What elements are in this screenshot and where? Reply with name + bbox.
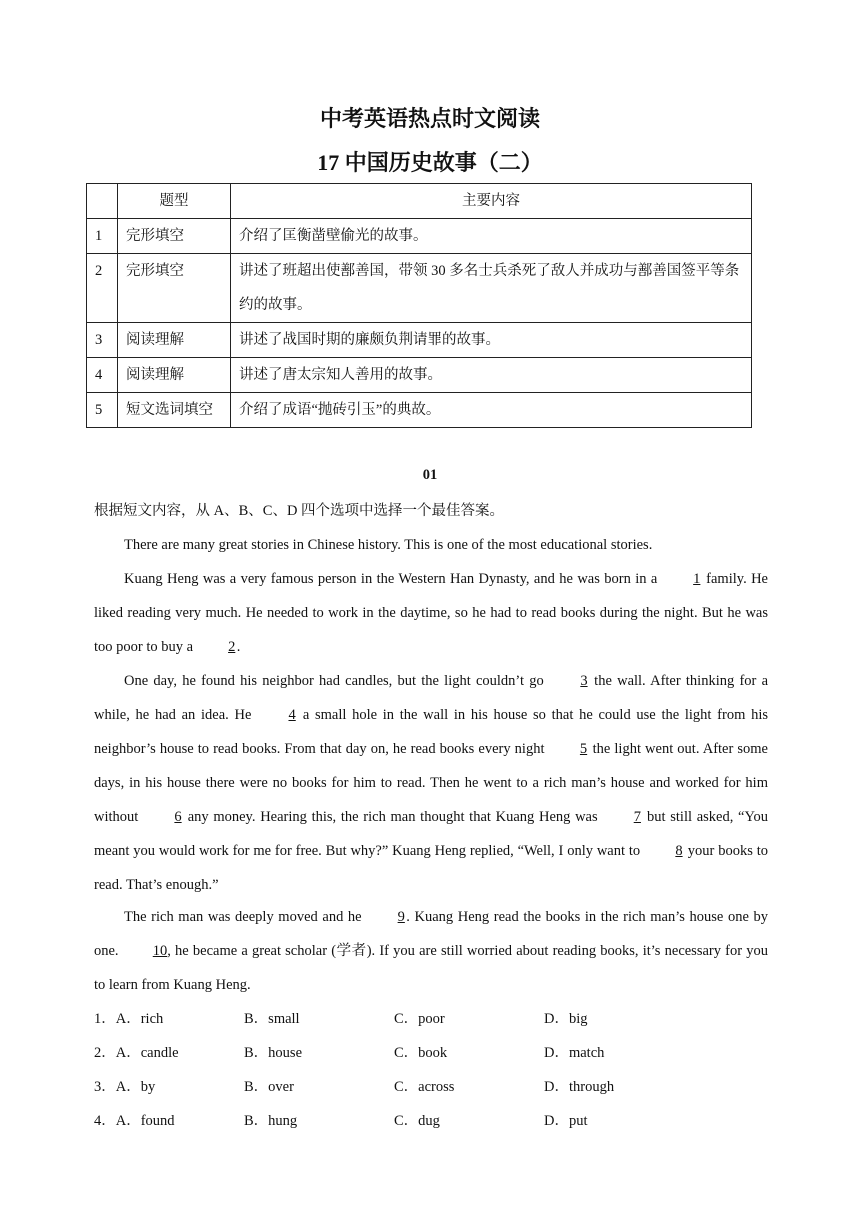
table-cell-type: 完形填空 bbox=[118, 254, 231, 323]
table-cell-type: 阅读理解 bbox=[118, 358, 231, 393]
table-cell-content: 介绍了成语“抛砖引玉”的典故。 bbox=[231, 393, 752, 428]
option-c: C．dug bbox=[394, 1113, 440, 1129]
text-run: . Kuang Heng read the books in the rich man’s house one by one. bbox=[94, 909, 768, 959]
option-c: C．poor bbox=[394, 1011, 445, 1027]
text-run: the wall. After thinking for a while, he had an idea. He bbox=[94, 673, 769, 723]
text-run: , he became a great scholar (学者). If you are still worried about reading books, it’s necessary for you to learn from Kuang Heng. bbox=[94, 943, 769, 993]
table-header-row bbox=[87, 184, 752, 219]
table-cell-type: 阅读理解 bbox=[118, 323, 231, 358]
text-run: . bbox=[236, 639, 241, 655]
table-cell-num: 2 bbox=[87, 254, 118, 323]
option-d: D．put bbox=[544, 1113, 588, 1129]
option-b: B．hung bbox=[244, 1113, 298, 1129]
page-title: 中考英语热点时文阅读 bbox=[319, 106, 540, 131]
table-cell-content: 讲述了班超出使鄯善国，带领 30 多名士兵杀死了敌人并成功与鄯善国签平等条约的故事。 bbox=[231, 254, 752, 323]
table-cell-num: 3 bbox=[87, 323, 118, 358]
blank-4: 4 bbox=[288, 707, 296, 723]
option-row-3 bbox=[94, 1070, 768, 1104]
option-row-4 bbox=[94, 1104, 768, 1138]
option-d: D．through bbox=[544, 1079, 615, 1095]
option-c: C．across bbox=[394, 1079, 455, 1095]
table-cell-content: 讲述了战国时期的廉颇负荆请罪的故事。 bbox=[231, 323, 752, 358]
text-run: the light went out. After some days, in his house there were no books for him to read. Then he went to a rich man’s house and worked for him without bbox=[94, 741, 768, 825]
table-cell-num: 4 bbox=[87, 358, 118, 393]
option-d: D．big bbox=[544, 1011, 588, 1027]
blank-2: 2 bbox=[228, 639, 236, 655]
text-run: The rich man was deeply moved and he bbox=[124, 909, 367, 925]
table-header-cell: 题型 bbox=[118, 184, 231, 219]
option-a: 2．A．candle bbox=[94, 1045, 179, 1061]
blank-10: 10 bbox=[152, 943, 168, 959]
blank-8: 8 bbox=[675, 843, 683, 859]
page-subtitle: 17 中国历史故事（二） bbox=[317, 150, 543, 175]
table-row bbox=[87, 254, 752, 323]
table-row bbox=[87, 323, 752, 358]
text-run: a small hole in the wall in his house so that he could use the light from his neighbor’s house to read books. From that day on, he read books every night bbox=[94, 707, 768, 757]
table-header-cell bbox=[87, 184, 118, 219]
passage-paragraph-4 bbox=[94, 900, 768, 1002]
section-number: 01 bbox=[422, 467, 438, 483]
option-row-2 bbox=[94, 1036, 768, 1070]
text-run: family. He liked reading very much. He needed to work in the daytime, so he had to read books during the night. But he was too poor to buy a bbox=[94, 571, 768, 655]
text-run: any money. Hearing this, the rich man thought that Kuang Heng was bbox=[183, 809, 603, 825]
instruction: 根据短文内容，从 A、B、C、D 四个选项中选择一个最佳答案。 bbox=[94, 503, 505, 519]
option-b: B．small bbox=[244, 1011, 300, 1027]
option-c: C．book bbox=[394, 1045, 448, 1061]
blank-9: 9 bbox=[397, 909, 405, 925]
blank-6: 6 bbox=[174, 809, 182, 825]
blank-7: 7 bbox=[633, 809, 641, 825]
table-cell-type: 完形填空 bbox=[118, 219, 231, 254]
blank-5: 5 bbox=[579, 741, 588, 757]
table-cell-content: 讲述了唐太宗知人善用的故事。 bbox=[231, 358, 752, 393]
option-d: D．match bbox=[544, 1045, 605, 1061]
table-cell-num: 1 bbox=[87, 219, 118, 254]
table-row bbox=[87, 219, 752, 254]
table-cell-type: 短文选词填空 bbox=[118, 393, 231, 428]
option-b: B．house bbox=[244, 1045, 302, 1061]
blank-1: 1 bbox=[693, 571, 701, 587]
text-run: Kuang Heng was a very famous person in the Western Han Dynasty, and he was born in a bbox=[124, 571, 662, 587]
table-row bbox=[87, 393, 752, 428]
table-header-cell: 主要内容 bbox=[231, 184, 752, 219]
summary-table bbox=[86, 183, 752, 428]
option-b: B．over bbox=[244, 1079, 294, 1095]
table-cell-num: 5 bbox=[87, 393, 118, 428]
text-run: but still asked, “You meant you would work for me for free. But why?” Kuang Heng replied, “Well, I only want to bbox=[94, 809, 768, 859]
option-a: 4．A．found bbox=[94, 1113, 175, 1129]
table-cell-content: 介绍了匡衡凿壁偷光的故事。 bbox=[231, 219, 752, 254]
table-row bbox=[87, 358, 752, 393]
option-row-1 bbox=[94, 1002, 768, 1036]
text-run: One day, he found his neighbor had candles, but the light couldn’t go bbox=[124, 673, 549, 689]
passage-paragraph-1: There are many great stories in Chinese history. This is one of the most educational stories. bbox=[124, 537, 653, 553]
text-run: your books to read. That’s enough.” bbox=[94, 843, 768, 893]
option-a: 3．A．by bbox=[94, 1079, 156, 1095]
passage-paragraph-2 bbox=[94, 562, 768, 664]
blank-3: 3 bbox=[580, 673, 588, 689]
passage-paragraph-3 bbox=[94, 664, 768, 902]
option-a: 1．A．rich bbox=[94, 1011, 164, 1027]
